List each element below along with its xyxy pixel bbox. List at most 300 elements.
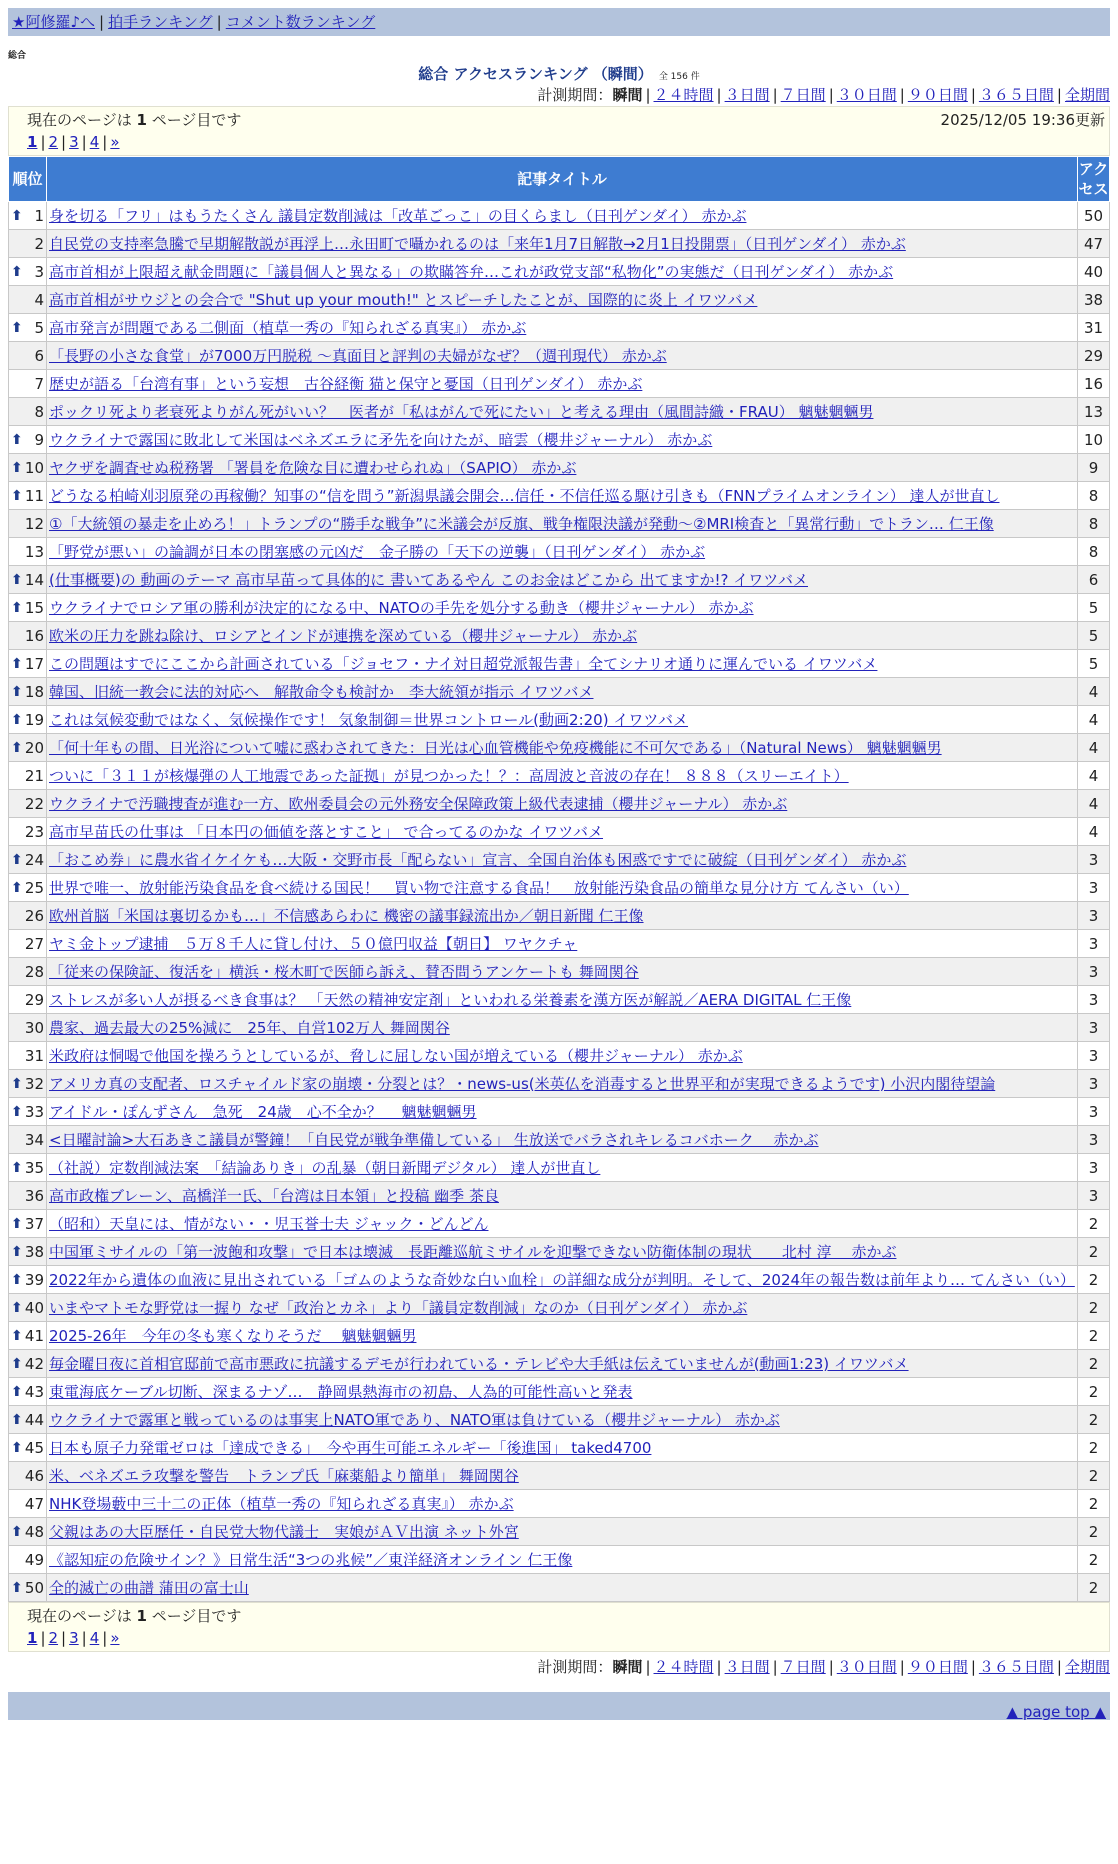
access-count: 8 (1078, 538, 1110, 566)
rank-number: 30 (24, 1018, 44, 1037)
rank-number: 4 (34, 290, 44, 309)
title-cell (47, 1070, 1078, 1098)
rank-up-arrow-icon: ⬆ (11, 739, 23, 756)
article-link[interactable]: <日曜討論>大石あきこ議員が警鐘！「自民党が戦争準備している」 生放送でバラされキレるコバホーク 赤かぶ (49, 1130, 819, 1149)
article-link[interactable]: 「おこめ券」に農水省イケイケも…大阪・交野市長「配らない」宣言、全国自治体も困惑ですでに破綻（日刊ゲンダイ） 赤かぶ (49, 850, 907, 869)
page-link-2[interactable]: 2 (48, 133, 59, 151)
period-link[interactable]: ３日間 (724, 1658, 770, 1676)
period-separator: | (899, 86, 905, 104)
period-link[interactable]: ９０日間 (907, 86, 968, 104)
rank-up-arrow-icon: ⬆ (11, 711, 23, 728)
article-link[interactable]: ヤミ金トップ逮捕 ５万８千人に貸し付け、５０億円収益【朝日】 ワヤクチャ (49, 934, 578, 953)
period-link[interactable]: ９０日間 (907, 1658, 968, 1676)
section-label: 総合 (8, 51, 27, 61)
rank-cell (9, 398, 47, 426)
article-link[interactable]: 高市早苗氏の仕事は 「日本円の価値を落とすこと」 で合ってるのかな イワツバメ (49, 822, 604, 841)
article-link[interactable]: NHK登場藪中三十二の正体（植草一秀の『知られざる真実』） 赤かぶ (49, 1494, 514, 1513)
article-link[interactable]: 米、ベネズエラ攻撃を警告 トランプ氏「麻薬船より簡単」 舞岡関谷 (49, 1466, 519, 1485)
rank-cell (9, 454, 47, 482)
rank-number: 50 (24, 1578, 44, 1597)
rank-number: 13 (24, 542, 44, 561)
table-row (9, 454, 1110, 482)
page-link-3[interactable]: 3 (69, 133, 79, 151)
title-cell (47, 286, 1078, 314)
page-link-1[interactable]: 1 (27, 1629, 38, 1647)
access-count: 6 (1078, 566, 1110, 594)
title-cell (47, 1462, 1078, 1490)
access-count: 2 (1078, 1406, 1110, 1434)
pager-top (8, 106, 1110, 156)
rank-number: 5 (34, 318, 44, 337)
period-separator: | (899, 1658, 905, 1676)
table-row (9, 342, 1110, 370)
rank-cell (9, 1070, 47, 1098)
rank-number: 45 (24, 1438, 44, 1457)
access-count: 2 (1078, 1574, 1110, 1602)
rank-up-arrow-icon: ⬆ (11, 487, 23, 504)
title-cell (47, 1406, 1078, 1434)
page-link-1[interactable]: 1 (27, 133, 38, 151)
pager-status-row (27, 1605, 1105, 1627)
period-link[interactable]: ３日間 (724, 86, 770, 104)
period-selected: 瞬間 (612, 1658, 643, 1676)
rank-cell (9, 1462, 47, 1490)
rank-up-arrow-icon: ⬆ (11, 319, 23, 336)
title-cell (47, 1098, 1078, 1126)
rank-number: 31 (24, 1046, 44, 1065)
access-count: 2 (1078, 1378, 1110, 1406)
table-row (9, 1098, 1110, 1126)
table-row (9, 202, 1110, 230)
access-count: 5 (1078, 594, 1110, 622)
table-row (9, 846, 1110, 874)
article-link[interactable]: 日本も原子力発電ゼロは「達成できる」 今や再生可能エネルギー「後進国」 taked4700 (49, 1438, 652, 1457)
rank-up-arrow-icon: ⬆ (11, 1523, 23, 1540)
article-link[interactable]: 《認知症の危険サイン？》日常生活“3つの兆候”／東洋経済オンライン 仁王像 (49, 1550, 573, 1569)
table-row (9, 230, 1110, 258)
page-link-4[interactable]: 4 (89, 133, 100, 151)
rank-cell (9, 1322, 47, 1350)
rank-number: 8 (34, 402, 44, 421)
rank-cell (9, 594, 47, 622)
article-link[interactable]: ついに「３１１が核爆弾の人工地震であった証拠」が見つかった！？：高周波と音波の存在！ ８８８（スリーエイト） (49, 766, 849, 785)
access-count: 3 (1078, 1042, 1110, 1070)
rank-up-arrow-icon: ⬆ (11, 851, 23, 868)
rank-cell (9, 230, 47, 258)
table-row (9, 650, 1110, 678)
title-cell (47, 902, 1078, 930)
rank-number: 42 (24, 1354, 44, 1373)
pager-suffix: ページ目です (151, 1607, 242, 1625)
title-cell (47, 314, 1078, 342)
rank-cell (9, 1238, 47, 1266)
updated-timestamp: 2025/12/05 19:36更新 (940, 111, 1105, 129)
access-count: 4 (1078, 818, 1110, 846)
article-link[interactable]: 欧米の圧力を跳ね除け、ロシアとインドが連携を深めている（櫻井ジャーナル） 赤かぶ (49, 626, 638, 645)
article-link[interactable]: 高市首相が上限超え献金問題に「議員個人と異なる」の欺瞞答弁…これが政党支部“私物化”の実態だ（日刊ゲンダイ） 赤かぶ (49, 262, 894, 281)
title-cell (47, 1294, 1078, 1322)
rank-up-arrow-icon: ⬆ (11, 1327, 23, 1344)
access-count: 3 (1078, 1070, 1110, 1098)
table-row (9, 706, 1110, 734)
period-link[interactable]: ３０日間 (836, 86, 897, 104)
access-count: 29 (1078, 342, 1110, 370)
rank-cell (9, 482, 47, 510)
rank-cell (9, 286, 47, 314)
access-count: 5 (1078, 622, 1110, 650)
rank-number: 24 (24, 850, 44, 869)
rank-cell (9, 650, 47, 678)
table-row (9, 482, 1110, 510)
rank-number: 12 (24, 514, 44, 533)
page-link-3[interactable]: 3 (69, 1629, 79, 1647)
comment-ranking-link[interactable]: コメント数ランキング (225, 13, 376, 31)
period-link[interactable]: ７日間 (780, 1658, 826, 1676)
table-row (9, 286, 1110, 314)
rank-up-arrow-icon: ⬆ (11, 263, 23, 280)
pager-links (27, 1627, 1105, 1649)
footer-bar (8, 1692, 1110, 1720)
rank-cell (9, 370, 47, 398)
article-link[interactable]: 歴史が語る「台湾有事」という妄想 古谷経衡 猫と保守と憂国（日刊ゲンダイ） 赤かぶ (49, 374, 643, 393)
rank-cell (9, 538, 47, 566)
rank-cell (9, 790, 47, 818)
access-count: 3 (1078, 958, 1110, 986)
period-link[interactable]: ３６５日間 (978, 86, 1054, 104)
access-count: 9 (1078, 454, 1110, 482)
title-cell (47, 454, 1078, 482)
rank-number: 26 (24, 906, 44, 925)
pager-separator: | (40, 133, 46, 151)
rank-cell (9, 1518, 47, 1546)
article-link[interactable]: 自民党の支持率急騰で早期解散説が再浮上…永田町で囁かれるのは「来年1月7日解散→2月1日投開票」（日刊ゲンダイ） 赤かぶ (49, 234, 906, 253)
table-row (9, 1154, 1110, 1182)
rank-cell (9, 1266, 47, 1294)
title-cell (47, 1154, 1078, 1182)
table-row (9, 1434, 1110, 1462)
pager-current: 1 (136, 111, 147, 129)
rank-up-arrow-icon: ⬆ (11, 683, 23, 700)
rank-cell (9, 1378, 47, 1406)
article-link[interactable]: ウクライナで露国に敗北して米国はベネズエラに矛先を向けたが、暗雲（櫻井ジャーナル） 赤かぶ (49, 430, 713, 449)
article-link[interactable]: （社説）定数削減法案 「結論ありき」の乱暴（朝日新聞デジタル） 達人が世直し (49, 1158, 601, 1177)
period-separator: | (645, 86, 651, 104)
rank-cell (9, 202, 47, 230)
rank-cell (9, 706, 47, 734)
table-row (9, 1294, 1110, 1322)
article-link[interactable]: 2022年から遺体の血液に見出されている「ゴムのような奇妙な白い血栓」の詳細な成分が判明。そして、2024年の報告数は前年より… てんさい（い） (49, 1270, 1075, 1289)
article-link[interactable]: 「野党が悪い」の論調が日本の閉塞感の元凶だ 金子勝の「天下の逆襲」（日刊ゲンダイ） 赤かぶ (49, 542, 706, 561)
table-header-row (9, 157, 1110, 202)
rank-up-arrow-icon: ⬆ (11, 1215, 23, 1232)
pager-separator: | (102, 133, 108, 151)
title-cell (47, 874, 1078, 902)
article-link[interactable]: 米政府は恫喝で他国を操ろうとしているが、脅しに屈しない国が増えている（櫻井ジャーナル） 赤かぶ (49, 1046, 743, 1065)
rank-cell (9, 818, 47, 846)
article-link[interactable]: 父親はあの大臣歴任・自民党大物代議士 実娘がＡＶ出演 ネット外宮 (49, 1522, 519, 1541)
rank-number: 16 (24, 626, 44, 645)
article-link[interactable]: ポックリ死より老衰死よりがん死がいい？ 医者が「私はがんで死にたい」と考える理由（風間詩織・FRAU） 魑魅魍魎男 (49, 402, 874, 421)
article-link[interactable]: アイドル・ぽんずさん 急死 24歳 心不全か？ 魑魅魍魎男 (49, 1102, 477, 1121)
access-count: 2 (1078, 1462, 1110, 1490)
rank-number: 2 (34, 234, 44, 253)
title-cell (47, 930, 1078, 958)
access-count: 3 (1078, 846, 1110, 874)
title-cell (47, 734, 1078, 762)
title-cell (47, 426, 1078, 454)
pager-suffix: ページ目です (151, 111, 242, 129)
article-link[interactable]: 全的滅亡の曲譜 蒲田の富士山 (49, 1578, 249, 1597)
article-link[interactable]: 毎金曜日夜に首相官邸前で高市悪政に抗議するデモが行われている・テレビや大手紙は伝えていませんが(動画1:23) イワツバメ (49, 1354, 909, 1373)
rank-number: 14 (24, 570, 44, 589)
nav-separator: | (216, 13, 222, 31)
article-link[interactable]: 農家、過去最大の25%減に 25年、自営102万人 舞岡関谷 (49, 1018, 450, 1037)
rank-number: 32 (24, 1074, 44, 1093)
article-link[interactable]: ヤクザを調査せぬ税務署 「署員を危険な目に遭わせられぬ」（SAPIO） 赤かぶ (49, 458, 577, 477)
article-link[interactable]: 東電海底ケーブル切断、深まるナゾ… 静岡県熱海市の初島、人為的可能性高いと発表 (49, 1382, 633, 1401)
table-row (9, 1266, 1110, 1294)
rank-number: 15 (24, 598, 44, 617)
rank-number: 21 (24, 766, 44, 785)
article-link[interactable]: これは気候変動ではなく、気候操作です！ 気象制御＝世界コントロール(動画2:20) イワツバメ (49, 710, 689, 729)
page-top-link[interactable]: ▲ page top ▲ (1006, 1703, 1106, 1721)
article-link[interactable]: 2025-26年 今年の冬も寒くなりそうだ 魑魅魍魎男 (49, 1326, 417, 1345)
pager-status-row (27, 109, 1105, 131)
period-link[interactable]: ２４時間 (653, 86, 714, 104)
rank-cell (9, 734, 47, 762)
title-cell (47, 1350, 1078, 1378)
clap-ranking-link[interactable]: 拍手ランキング (108, 13, 213, 31)
article-link[interactable]: いまやマトモな野党は一握り なぜ「政治とカネ」より「議員定数削減」なのか（日刊ゲンダイ） 赤かぶ (49, 1298, 748, 1317)
pager-status (27, 109, 241, 131)
article-link[interactable]: 高市政権ブレーン、高橋洋一氏、「台湾は日本領」と投稿 幽季 茶良 (49, 1186, 499, 1205)
article-link[interactable]: 「長野の小さな食堂」が7000万円脱税 〜真面目と評判の夫婦がなぜ？（週刊現代） 赤かぶ (49, 346, 667, 365)
rank-up-arrow-icon: ⬆ (11, 459, 23, 476)
title-cell (47, 538, 1078, 566)
rank-up-arrow-icon: ⬆ (11, 1579, 23, 1596)
page-link-4[interactable]: 4 (89, 1629, 100, 1647)
rank-number: 11 (24, 486, 44, 505)
article-link[interactable]: (仕事概要)の 動画のテーマ 高市早苗って具体的に 書いてあるやん このお金はどこから 出てますか!? イワツバメ (49, 570, 808, 589)
period-link[interactable]: 全期間 (1064, 86, 1110, 104)
title-cell (47, 1518, 1078, 1546)
title-cell (47, 818, 1078, 846)
table-row (9, 370, 1110, 398)
title-cell (47, 1434, 1078, 1462)
access-count: 3 (1078, 1154, 1110, 1182)
access-count: 16 (1078, 370, 1110, 398)
rank-cell (9, 1546, 47, 1574)
rank-up-arrow-icon: ⬆ (11, 1411, 23, 1428)
pager-separator: | (81, 133, 87, 151)
table-row (9, 986, 1110, 1014)
access-count: 38 (1078, 286, 1110, 314)
access-count: 3 (1078, 1182, 1110, 1210)
access-count: 2 (1078, 1210, 1110, 1238)
title-row (8, 63, 1110, 84)
table-row (9, 1322, 1110, 1350)
rank-number: 28 (24, 962, 44, 981)
table-row (9, 1042, 1110, 1070)
rank-number: 6 (34, 346, 44, 365)
rank-up-arrow-icon: ⬆ (11, 1383, 23, 1400)
table-row (9, 1126, 1110, 1154)
table-row (9, 398, 1110, 426)
title-cell (47, 986, 1078, 1014)
table-row (9, 1182, 1110, 1210)
period-label: 計測期間： (537, 86, 613, 104)
rank-up-arrow-icon: ⬆ (11, 1299, 23, 1316)
table-row (9, 1210, 1110, 1238)
table-row (9, 930, 1110, 958)
rank-number: 44 (24, 1410, 44, 1429)
pager-status (27, 1605, 241, 1627)
rank-cell (9, 1210, 47, 1238)
rank-up-arrow-icon: ⬆ (11, 655, 23, 672)
rank-number: 1 (34, 206, 44, 225)
title-cell (47, 1546, 1078, 1574)
table-row (9, 958, 1110, 986)
access-count: 2 (1078, 1266, 1110, 1294)
table-row (9, 790, 1110, 818)
rank-up-arrow-icon: ⬆ (11, 599, 23, 616)
title-cell (47, 706, 1078, 734)
access-count: 4 (1078, 678, 1110, 706)
rank-cell (9, 930, 47, 958)
title-cell (47, 1238, 1078, 1266)
rank-number: 19 (24, 710, 44, 729)
table-row (9, 1546, 1110, 1574)
article-link[interactable]: 高市首相がサウジとの会合で "Shut up your mouth!" とスピーチしたことが、国際的に炎上 イワツバメ (49, 290, 758, 309)
access-count: 2 (1078, 1294, 1110, 1322)
article-link[interactable]: 身を切る「フリ」はもうたくさん 議員定数削減は「改革ごっこ」の目くらまし（日刊ゲンダイ） 赤かぶ (49, 206, 747, 225)
period-label: 計測期間： (537, 1658, 613, 1676)
title-cell (47, 342, 1078, 370)
rank-number: 43 (24, 1382, 44, 1401)
rank-cell (9, 958, 47, 986)
pager-current: 1 (136, 1607, 147, 1625)
home-link[interactable]: ★阿修羅♪へ (12, 13, 96, 31)
title-cell (47, 678, 1078, 706)
total-count: 全 156 件 (658, 72, 700, 82)
article-link[interactable]: ストレスが多い人が摂るべき食事は？ 「天然の精神安定剤」といわれる栄養素を漢方医が解説／AERA DIGITAL 仁王像 (49, 990, 852, 1009)
period-link[interactable]: ３０日間 (836, 1658, 897, 1676)
title-cell (47, 1266, 1078, 1294)
article-link[interactable]: 欧州首脳「米国は裏切るかも…」不信感あらわに 機密の議事録流出か／朝日新聞 仁王像 (49, 906, 644, 925)
access-count: 4 (1078, 790, 1110, 818)
article-link[interactable]: 世界で唯一、放射能汚染食品を食べ続ける国民！ 買い物で注意する食品！ 放射能汚染食品の簡単な見分け方 てんさい（い） (49, 878, 909, 897)
access-count: 2 (1078, 1350, 1110, 1378)
period-link[interactable]: 全期間 (1064, 1658, 1110, 1676)
rank-cell (9, 622, 47, 650)
rank-cell (9, 1098, 47, 1126)
title-cell (47, 1042, 1078, 1070)
article-link[interactable]: 「何十年もの間、日光浴について嘘に惑わされてきた：日光は心血管機能や免疫機能に不可欠である」（Natural News） 魑魅魍魎男 (49, 738, 942, 757)
pager-separator: | (61, 1629, 67, 1647)
table-row (9, 1574, 1110, 1602)
nav-separator: | (99, 13, 105, 31)
period-separator: | (645, 1658, 651, 1676)
rank-cell (9, 510, 47, 538)
table-row (9, 426, 1110, 454)
article-link[interactable]: 高市発言が問題である二側面（植草一秀の『知られざる真実』） 赤かぶ (49, 318, 527, 337)
title-cell (47, 1490, 1078, 1518)
title-cell (47, 258, 1078, 286)
article-link[interactable]: どうなる柏崎刈羽原発の再稼働？知事の“信を問う”新潟県議会開会…信任・不信任巡る駆け引きも（FNNプライムオンライン） 達人が世直し (49, 486, 1000, 505)
table-row (9, 678, 1110, 706)
rank-cell (9, 1350, 47, 1378)
period-separator: | (828, 86, 834, 104)
rank-cell (9, 1490, 47, 1518)
article-link[interactable]: ウクライナで露軍と戦っているのは事実上NATO軍であり、NATO軍は負けている（櫻井ジャーナル） 赤かぶ (49, 1410, 780, 1429)
rank-cell (9, 762, 47, 790)
rank-up-arrow-icon: ⬆ (11, 1271, 23, 1288)
access-count: 3 (1078, 1014, 1110, 1042)
rank-number: 18 (24, 682, 44, 701)
next-page-link[interactable]: » (110, 1629, 120, 1647)
article-link[interactable]: ウクライナでロシア軍の勝利が決定的になる中、NATOの手先を処分する動き（櫻井ジャーナル） 赤かぶ (49, 598, 754, 617)
next-page-link[interactable]: » (110, 133, 120, 151)
rank-number: 10 (24, 458, 44, 477)
period-link[interactable]: ２４時間 (653, 1658, 714, 1676)
page-link-2[interactable]: 2 (48, 1629, 59, 1647)
article-link[interactable]: この問題はすでにここから計画されている「ジョセフ・ナイ対日超党派報告書」全てシナリオ通りに運んでいる イワツバメ (49, 654, 878, 673)
article-link[interactable]: ウクライナで汚職捜査が進む一方、欧州委員会の元外務安全保障政策上級代表逮捕（櫻井ジャーナル） 赤かぶ (49, 794, 788, 813)
period-link[interactable]: ７日間 (780, 86, 826, 104)
table-row (9, 1014, 1110, 1042)
article-link[interactable]: 韓国、旧統一教会に法的対応へ 解散命令も検討か 李大統領が指示 イワツバメ (49, 682, 594, 701)
period-separator: | (716, 1658, 722, 1676)
access-count: 2 (1078, 1238, 1110, 1266)
rank-cell (9, 874, 47, 902)
rank-number: 38 (24, 1242, 44, 1261)
access-count: 31 (1078, 314, 1110, 342)
title-cell (47, 566, 1078, 594)
article-link[interactable]: ①「大統領の暴走を止めろ！」トランプの“勝手な戦争”に米議会が反旗、戦争権限決議が発動〜②MRI検査と「異常行動」でトラン… 仁王像 (49, 514, 994, 533)
table-row (9, 538, 1110, 566)
title-cell (47, 958, 1078, 986)
rank-number: 27 (24, 934, 44, 953)
pager-bottom (8, 1602, 1110, 1652)
rank-number: 20 (24, 738, 44, 757)
rank-up-arrow-icon: ⬆ (11, 571, 23, 588)
pager-separator: | (61, 133, 67, 151)
period-separator: | (716, 86, 722, 104)
access-count: 3 (1078, 874, 1110, 902)
article-link[interactable]: 「従来の保険証、復活を」横浜・桜木町で医師ら訴え、賛否問うアンケートも 舞岡関谷 (49, 962, 639, 981)
article-link[interactable]: 中国軍ミサイルの「第一波飽和攻撃」で日本は壊滅 長距離巡航ミサイルを迎撃できない防衛体制の現状 北村 淳 赤かぶ (49, 1242, 897, 1261)
title-cell (47, 594, 1078, 622)
rank-number: 22 (24, 794, 44, 813)
rank-cell (9, 1182, 47, 1210)
rank-number: 39 (24, 1270, 44, 1289)
article-link[interactable]: （昭和）天皇には、情がない・・児玉誉士夫 ジャック・どんどん (49, 1214, 489, 1233)
table-row (9, 762, 1110, 790)
table-row (9, 314, 1110, 342)
rank-number: 47 (24, 1494, 44, 1513)
table-row (9, 622, 1110, 650)
rank-number: 34 (24, 1130, 44, 1149)
table-row (9, 818, 1110, 846)
period-link[interactable]: ３６５日間 (978, 1658, 1054, 1676)
period-separator: | (970, 1658, 976, 1676)
period-selector-top (8, 84, 1110, 106)
access-count: 3 (1078, 986, 1110, 1014)
access-count: 5 (1078, 650, 1110, 678)
article-link[interactable]: アメリカ真の支配者、ロスチャイルド家の崩壊・分裂とは？・news-us(米英仏を消毒すると世界平和が実現できるようです) 小沢内閣待望論 (49, 1074, 996, 1093)
rank-cell (9, 1406, 47, 1434)
rank-cell (9, 258, 47, 286)
